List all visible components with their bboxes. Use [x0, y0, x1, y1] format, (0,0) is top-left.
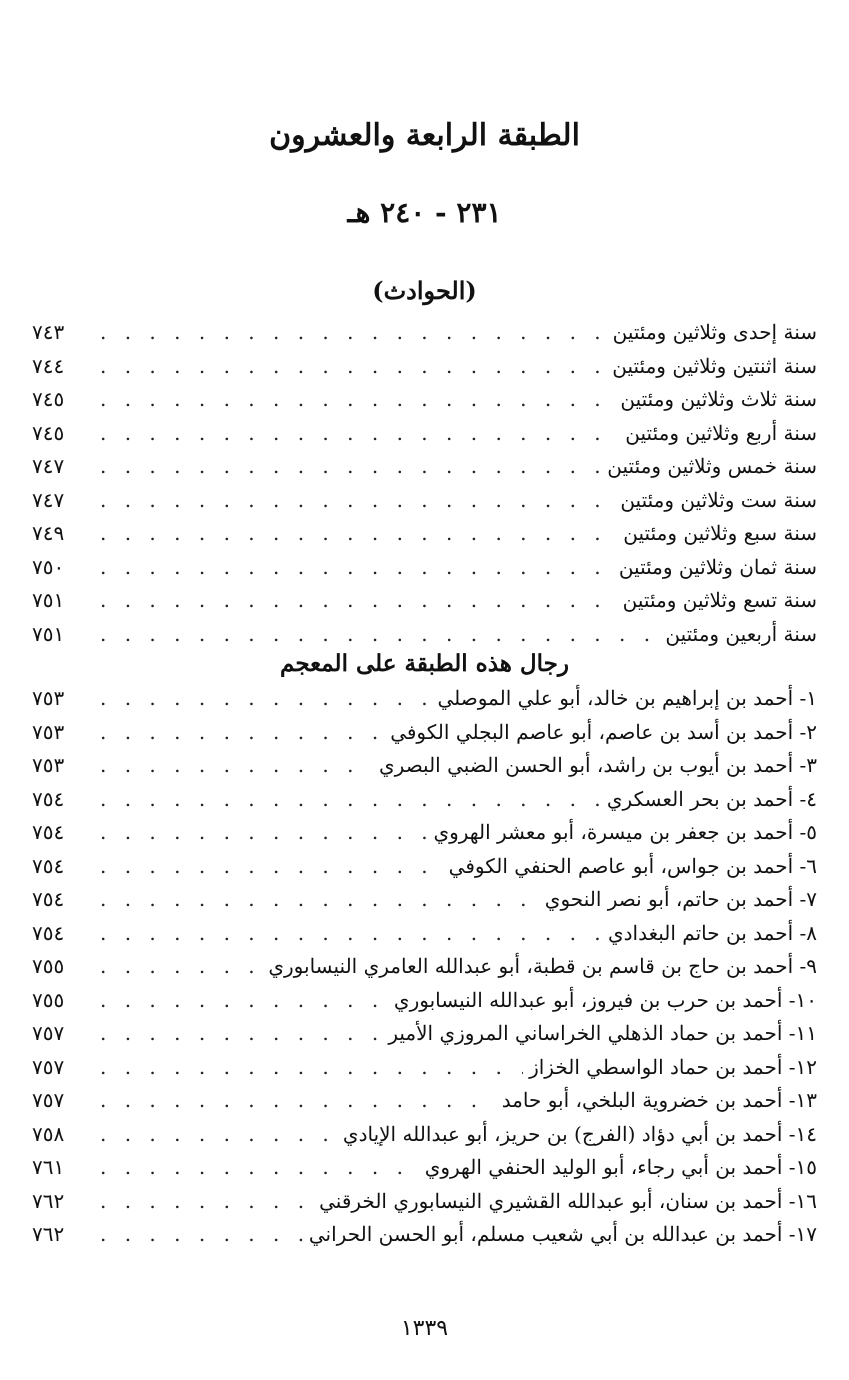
entry-page: ٧٤٧: [32, 487, 65, 512]
list-item: [32, 1122, 817, 1156]
entry-label: ٢- أحمد بن أسد بن عاصم، أبو عاصم البجلي الكوفي: [390, 719, 817, 744]
entry-page: ٧٥٤: [32, 853, 65, 878]
entry-page: ٧٥٣: [32, 719, 65, 744]
entry-label: ١٥- أحمد بن أبي رجاء، أبو الوليد الحنفي الهروي: [424, 1155, 817, 1179]
entry-label: ٦- أحمد بن جواس، أبو عاصم الحنفي الكوفي: [448, 853, 817, 878]
entry-label: ٩- أحمد بن حاج بن قاسم بن قطبة، أبو عبدالله العامري النيسابوري: [268, 954, 817, 978]
entry-page: ٧٤٩: [32, 521, 65, 545]
entry-page: ٧٦١: [32, 1155, 65, 1179]
list-item: [32, 954, 817, 988]
page-title: الطبقة الرابعة والعشرون: [269, 118, 580, 153]
list-item: [32, 354, 817, 388]
leader-dots: [100, 1122, 337, 1146]
list-item: [32, 588, 817, 622]
list-item: [32, 488, 817, 522]
entry-label: ١- أحمد بن إبراهيم بن خالد، أبو علي الموصلي: [437, 686, 817, 710]
list-item: [32, 320, 817, 354]
entry-page: ٧٦٢: [32, 1222, 65, 1246]
entry-label: ٤- أحمد بن بحر العسكري: [606, 786, 817, 811]
entry-page: ٧٤٧: [32, 454, 65, 478]
entry-label: ١٧- أحمد بن عبدالله بن أبي شعيب مسلم، أبو الحسن الحراني: [308, 1222, 817, 1246]
list-item: [32, 921, 817, 955]
entry-page: ٧٦٢: [32, 1188, 65, 1213]
leader-dots: [100, 354, 606, 378]
list-item: [32, 1055, 817, 1089]
leader-dots: [100, 454, 601, 478]
men-list: [32, 686, 817, 1256]
entry-page: ٧٤٤: [32, 353, 65, 378]
list-item: [32, 686, 817, 720]
entry-page: ٧٥٥: [32, 954, 65, 978]
entry-label: سنة سبع وثلاثين ومئتين: [623, 521, 817, 545]
entry-page: ٧٥٧: [32, 1021, 65, 1045]
list-item: [32, 787, 817, 821]
entry-label: ١٣- أحمد بن خضروية البلخي، أبو حامد: [501, 1088, 817, 1112]
leader-dots: [100, 820, 427, 844]
entry-page: ٧٤٥: [32, 420, 65, 445]
entry-label: ٧- أحمد بن حاتم، أبو نصر النحوي: [544, 887, 817, 911]
entry-page: ٧٥٥: [32, 987, 65, 1012]
entry-label: سنة إحدى وثلاثين ومئتين: [612, 320, 817, 344]
leader-dots: [100, 588, 617, 612]
entry-page: ٧٥١: [32, 621, 65, 646]
list-item: [32, 720, 817, 754]
entry-page: ٧٥٤: [32, 920, 65, 945]
entry-page: ٧٥١: [32, 588, 65, 612]
leader-dots: [100, 854, 443, 878]
leader-dots: [100, 753, 373, 777]
entry-page: ٧٥٤: [32, 887, 65, 911]
entry-page: ٧٥٨: [32, 1121, 65, 1146]
list-item: [32, 454, 817, 488]
entry-label: سنة تسع وثلاثين ومئتين: [622, 588, 817, 612]
entry-label: سنة ست وثلاثين ومئتين: [620, 487, 817, 512]
leader-dots: [100, 720, 384, 744]
leader-dots: [100, 1055, 523, 1079]
entry-page: ٧٤٣: [32, 320, 65, 344]
list-item: [32, 988, 817, 1022]
page-number: ١٣٣٩: [400, 1316, 449, 1341]
entry-label: سنة ثلاث وثلاثين ومئتين: [620, 387, 817, 411]
list-item: [32, 1155, 817, 1189]
events-heading: (الحوادث): [372, 276, 477, 305]
entry-label: سنة خمس وثلاثين ومئتين: [607, 454, 817, 478]
leader-dots: [100, 1021, 382, 1045]
list-item: [32, 521, 817, 555]
leader-dots: [100, 988, 388, 1012]
leader-dots: [100, 1189, 313, 1213]
leader-dots: [100, 921, 602, 945]
list-item: [32, 820, 817, 854]
entry-page: ٧٥٤: [32, 786, 65, 811]
years-list: [32, 320, 817, 655]
entry-page: ٧٥٧: [32, 1054, 65, 1079]
list-item: [32, 387, 817, 421]
leader-dots: [100, 686, 431, 710]
entry-label: ١٦- أحمد بن سنان، أبو عبدالله القشيري النيسابوري الخرقني: [319, 1188, 817, 1213]
entry-label: ١٢- أحمد بن حماد الواسطي الخزاز: [529, 1054, 817, 1079]
leader-dots: [100, 787, 601, 811]
entry-label: سنة ثمان وثلاثين ومئتين: [618, 554, 817, 579]
leader-dots: [100, 555, 613, 579]
list-item: [32, 854, 817, 888]
leader-dots: [100, 1088, 496, 1112]
list-item: [32, 421, 817, 455]
leader-dots: [100, 1155, 419, 1179]
entry-label: ١١- أحمد بن حماد الذهلي الخراساني المروزي الأمير: [388, 1021, 817, 1045]
list-item: [32, 1021, 817, 1055]
leader-dots: [100, 320, 607, 344]
entry-label: ١٠- أحمد بن حرب بن فيروز، أبو عبدالله النيسابوري: [393, 987, 817, 1012]
leader-dots: [100, 887, 539, 911]
entry-page: ٧٥٠: [32, 554, 65, 579]
leader-dots: [100, 488, 614, 512]
entry-label: سنة أربعين ومئتين: [665, 621, 817, 646]
leader-dots: [100, 622, 659, 646]
entry-page: ٧٥٧: [32, 1088, 65, 1112]
entry-page: ٧٥٣: [32, 686, 65, 710]
entry-page: ٧٥٤: [32, 820, 65, 844]
entry-label: ٣- أحمد بن أيوب بن راشد، أبو الحسن الضبي البصري: [379, 753, 817, 777]
leader-dots: [100, 521, 617, 545]
entry-label: سنة اثنتين وثلاثين ومئتين: [612, 353, 817, 378]
list-item: [32, 555, 817, 589]
entry-page: ٧٥٣: [32, 753, 65, 777]
leader-dots: [100, 1222, 303, 1246]
list-item: [32, 1189, 817, 1223]
list-item: [32, 1088, 817, 1122]
entry-label: ١٤- أحمد بن أبي دؤاد (الفرج) بن حريز، أبو عبدالله الإيادي: [342, 1121, 817, 1146]
entry-label: ٥- أحمد بن جعفر بن ميسرة، أبو معشر الهروي: [433, 820, 817, 844]
entry-page: ٧٤٥: [32, 387, 65, 411]
leader-dots: [100, 421, 619, 445]
entry-label: ٨- أحمد بن حاتم البغدادي: [608, 920, 817, 945]
entry-label: سنة أربع وثلاثين ومئتين: [625, 420, 817, 445]
year-range: ٢٣١ - ٢٤٠ هـ: [347, 196, 502, 229]
list-item: [32, 887, 817, 921]
list-item: [32, 753, 817, 787]
men-heading: رجال هذه الطبقة على المعجم: [280, 650, 569, 677]
leader-dots: [100, 954, 262, 978]
list-item: [32, 1222, 817, 1256]
leader-dots: [100, 387, 614, 411]
